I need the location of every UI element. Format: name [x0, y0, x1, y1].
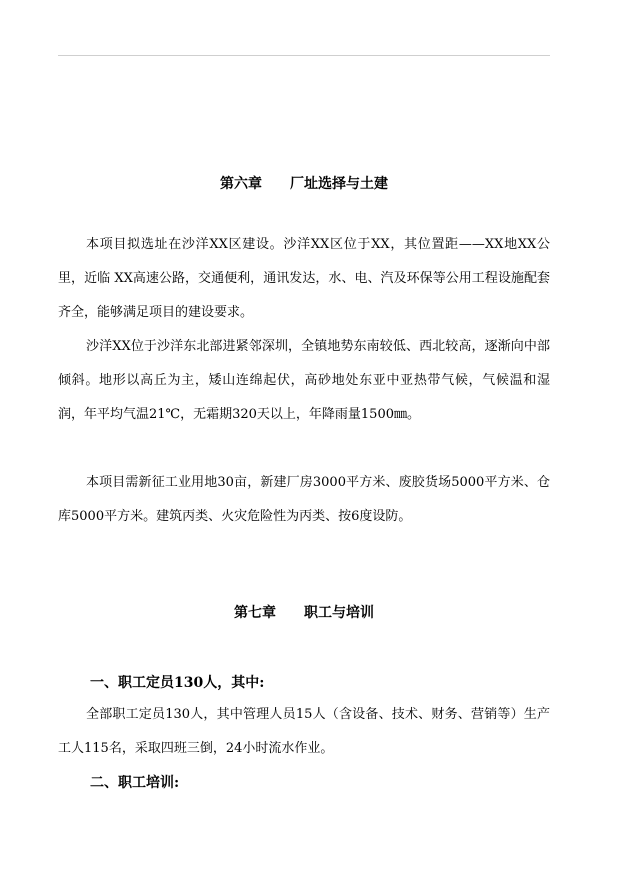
section-staffing-heading: 一、职工定员130人，其中:	[90, 675, 265, 691]
chapter-6-paragraph-2: 沙洋XX位于沙洋东北部进紧邻深圳，全镇地势东南较低、西北较高，逐渐向中部倾斜。地形以高丘为主，矮山连绵起伏，高砂地处东亚中亚热带气候，气候温和湿润，年平均气温21℃，无霜期320天以上，年降雨量1500㎜。	[58, 339, 550, 422]
header-divider	[58, 55, 550, 56]
chapter-6-paragraph-3: 本项目需新征工业用地30亩，新建厂房3000平方米、废胶货场5000平方米、仓库5000平方米。建筑丙类、火灾危险性为丙类、按6度设防。	[58, 475, 550, 524]
chapter-6-title: 第六章 厂址选择与土建	[220, 176, 388, 192]
chapter-6-paragraph-1: 本项目拟选址在沙洋XX区建设。沙洋XX区位于XX，其位置距——XX地XX公里，近临 XX高速公路，交通便利，通讯发达，水、电、汽及环保等公用工程设施配套齐全，能够满足项目的建设要求。	[58, 237, 550, 320]
chapter-7-title: 第七章 职工与培训	[234, 605, 374, 621]
section-staffing-paragraph: 全部职工定员130人，其中管理人员15人（含设备、技术、财务、营销等）生产工人115名，采取四班三倒，24小时流水作业。	[58, 707, 550, 756]
section-training-heading: 二、职工培训:	[90, 775, 180, 791]
